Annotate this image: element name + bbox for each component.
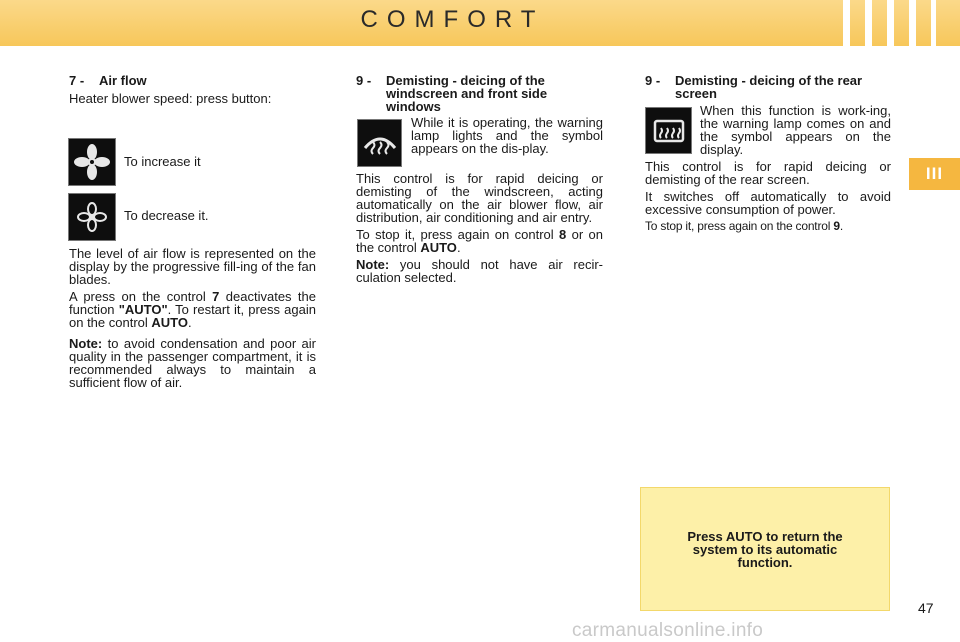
control-number: 9 [833,219,840,233]
rear-screen-status [700,104,891,160]
note-label: Note: [356,257,390,272]
text-run: A press on the control [69,289,213,304]
text-run: . [839,219,843,233]
header-stripe [843,0,850,46]
fan-level-paragraph: The level of air flow is represented on the display by the progressive fill-ing of the fan blades. [69,246,316,287]
heading-number: 9 - [645,73,661,88]
heading-text: Air flow [99,73,147,88]
rear-screen-body [645,160,891,237]
rear-screen-stop-paragraph [645,220,891,233]
heading-text: Demisting - deicing of the windscreen and front side windows [386,73,548,114]
auto-note-box [640,487,890,611]
windscreen-demist-icon [357,119,402,167]
note-paragraph [69,337,316,389]
increase-label: To increase it [124,154,201,169]
control-number: 8 [559,227,567,242]
air-flow-intro: Heater blower speed: press button: [69,91,272,106]
section-tab[interactable]: III [909,158,960,190]
windscreen-column [356,74,603,113]
text-run: or on the control [356,227,603,255]
auto-function-label: "AUTO" [118,302,168,317]
windscreen-note-paragraph [356,258,603,284]
rear-screen-demist-icon [645,107,692,154]
windscreen-stop-paragraph [356,228,603,254]
decrease-label: To decrease it. [124,208,209,223]
text-run: . [456,240,461,255]
heading-number: 7 - [69,73,85,88]
note-text: to avoid condensation and poor air quality in the passenger compartment, it is recommended always to maintain a sufficient flow of air. [69,336,316,390]
auto-control-label: AUTO [420,240,457,255]
header-stripe [931,0,936,46]
windscreen-status-text: While it is operating, the warning lamp lights and the symbol appears on the dis-play. [411,115,603,156]
note-text: you should not have air recir-culation selected. [356,257,603,285]
watermark: carmanualsonline.info [572,620,764,641]
control-number: 7 [212,289,220,304]
air-flow-heading [69,74,316,87]
text-run: . [188,315,192,330]
text-run: deactivates the function [69,289,316,317]
header-stripe [909,0,916,46]
windscreen-body [356,172,603,288]
auto-note-text: Press AUTO to return the system to its automatic function. [687,528,843,570]
page-number: 47 [918,600,934,616]
note-label: Note: [69,336,103,351]
text-run: To stop it, press again on control [356,227,560,242]
fan-increase-icon [68,138,116,186]
heading-number: 9 - [356,73,372,88]
auto-paragraph [69,290,316,329]
header-stripe [865,0,872,46]
page-header [0,0,960,46]
air-flow-body [69,247,316,393]
header-stripe [887,0,894,46]
windscreen-function-paragraph: This control is for rapid deicing or demisting of the windscreen, acting automatically on the air blower flow, air distribution, air conditioning and air entry. [356,171,603,225]
rear-screen-column [645,74,891,100]
heading-text: Demisting - deicing of the rear screen [675,73,863,101]
auto-control-label: AUTO [151,315,188,330]
page-title: COMFORT [360,6,545,33]
windscreen-heading [356,74,603,113]
rear-screen-auto-off-paragraph: It switches off automatically to avoid excessive consumption of power. [645,189,891,217]
fan-decrease-icon [68,193,116,241]
rear-screen-heading [645,74,891,100]
windscreen-status [411,116,603,159]
air-flow-column [69,74,316,109]
text-run: To stop it, press again on the control [645,219,834,233]
text-run: . To restart it, press again on the control [69,302,316,330]
rear-screen-status-text: When this function is work-ing, the warning lamp comes on and the symbol appears on the display. [700,103,891,157]
rear-screen-function-paragraph: This control is for rapid deicing or demisting of the rear screen. [645,159,891,187]
